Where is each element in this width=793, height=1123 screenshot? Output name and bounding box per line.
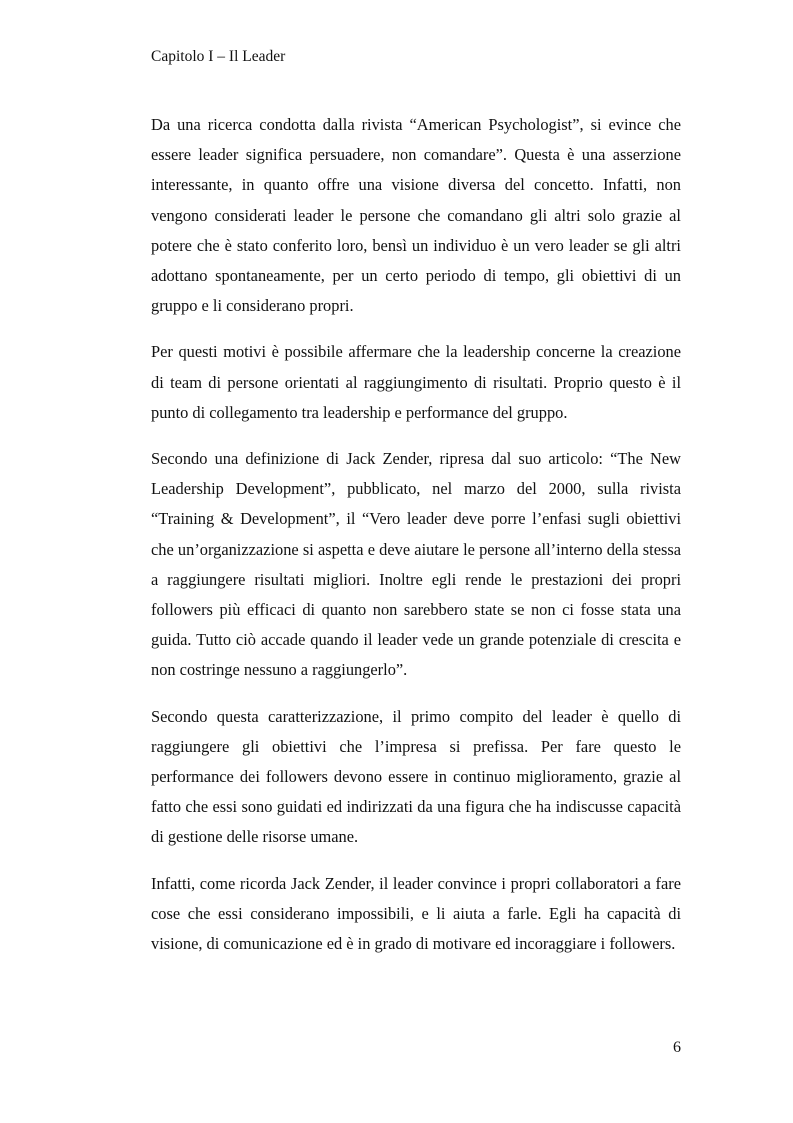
page-number: 6 bbox=[673, 1039, 681, 1056]
paragraph-4: Secondo questa caratterizzazione, il primo compito del leader è quello di raggiungere gli obiettivi che l’impresa si prefissa. Per fare questo le performance dei followers devono essere in continuo miglioramento, grazie al fatto che essi sono guidati ed indirizzati da una figura che ha indiscusse capacità di gestione delle risorse umane. bbox=[151, 706, 681, 847]
body-text bbox=[151, 110, 681, 975]
paragraph-5: Infatti, come ricorda Jack Zender, il leader convince i propri collaboratori a fare cose che essi considerano impossibili, e li aiuta a farle. Egli ha capacità di visione, di comunicazione ed è in grado di motivare ed incoraggiare i followers. bbox=[151, 873, 681, 954]
paragraph-2: Per questi motivi è possibile affermare che la leadership concerne la creazione di team di persone orientati al raggiungimento di risultati. Proprio questo è il punto di collegamento tra leadership e performance del gruppo. bbox=[151, 342, 681, 422]
paragraph-1: Da una ricerca condotta dalla rivista “American Psychologist”, si evince che essere leader significa persuadere, non comandare”. Questa è una asserzione interessante, in quanto offre una visione diversa del concetto. Infatti, non vengono considerati leader le persone che comandano gli altri solo grazie al potere che è stato conferito loro, bensì un individuo è un vero leader se gli altri adottano spontaneamente, per un certo periodo di tempo, gli obiettivi di un gruppo e li considerano propri. bbox=[151, 115, 681, 316]
running-header: Capitolo I – Il Leader bbox=[151, 48, 286, 65]
paragraph-3: Secondo una definizione di Jack Zender, ripresa dal suo articolo: “The New Leadership Development”, pubblicato, nel marzo del 2000, sulla rivista “Training & Development”, il “Vero leader deve porre l’enfasi sugli obiettivi che un’organizzazione si aspetta e deve aiutare le persone all’interno della stessa a raggiungere risultati migliori. Inoltre egli rende le prestazioni dei propri followers più efficaci di quanto non sarebbero state se non ci fosse stata una guida. Tutto ciò accade quando il leader vede un grande potenziale di crescita e non costringe nessuno a raggiungerlo”. bbox=[151, 449, 681, 680]
